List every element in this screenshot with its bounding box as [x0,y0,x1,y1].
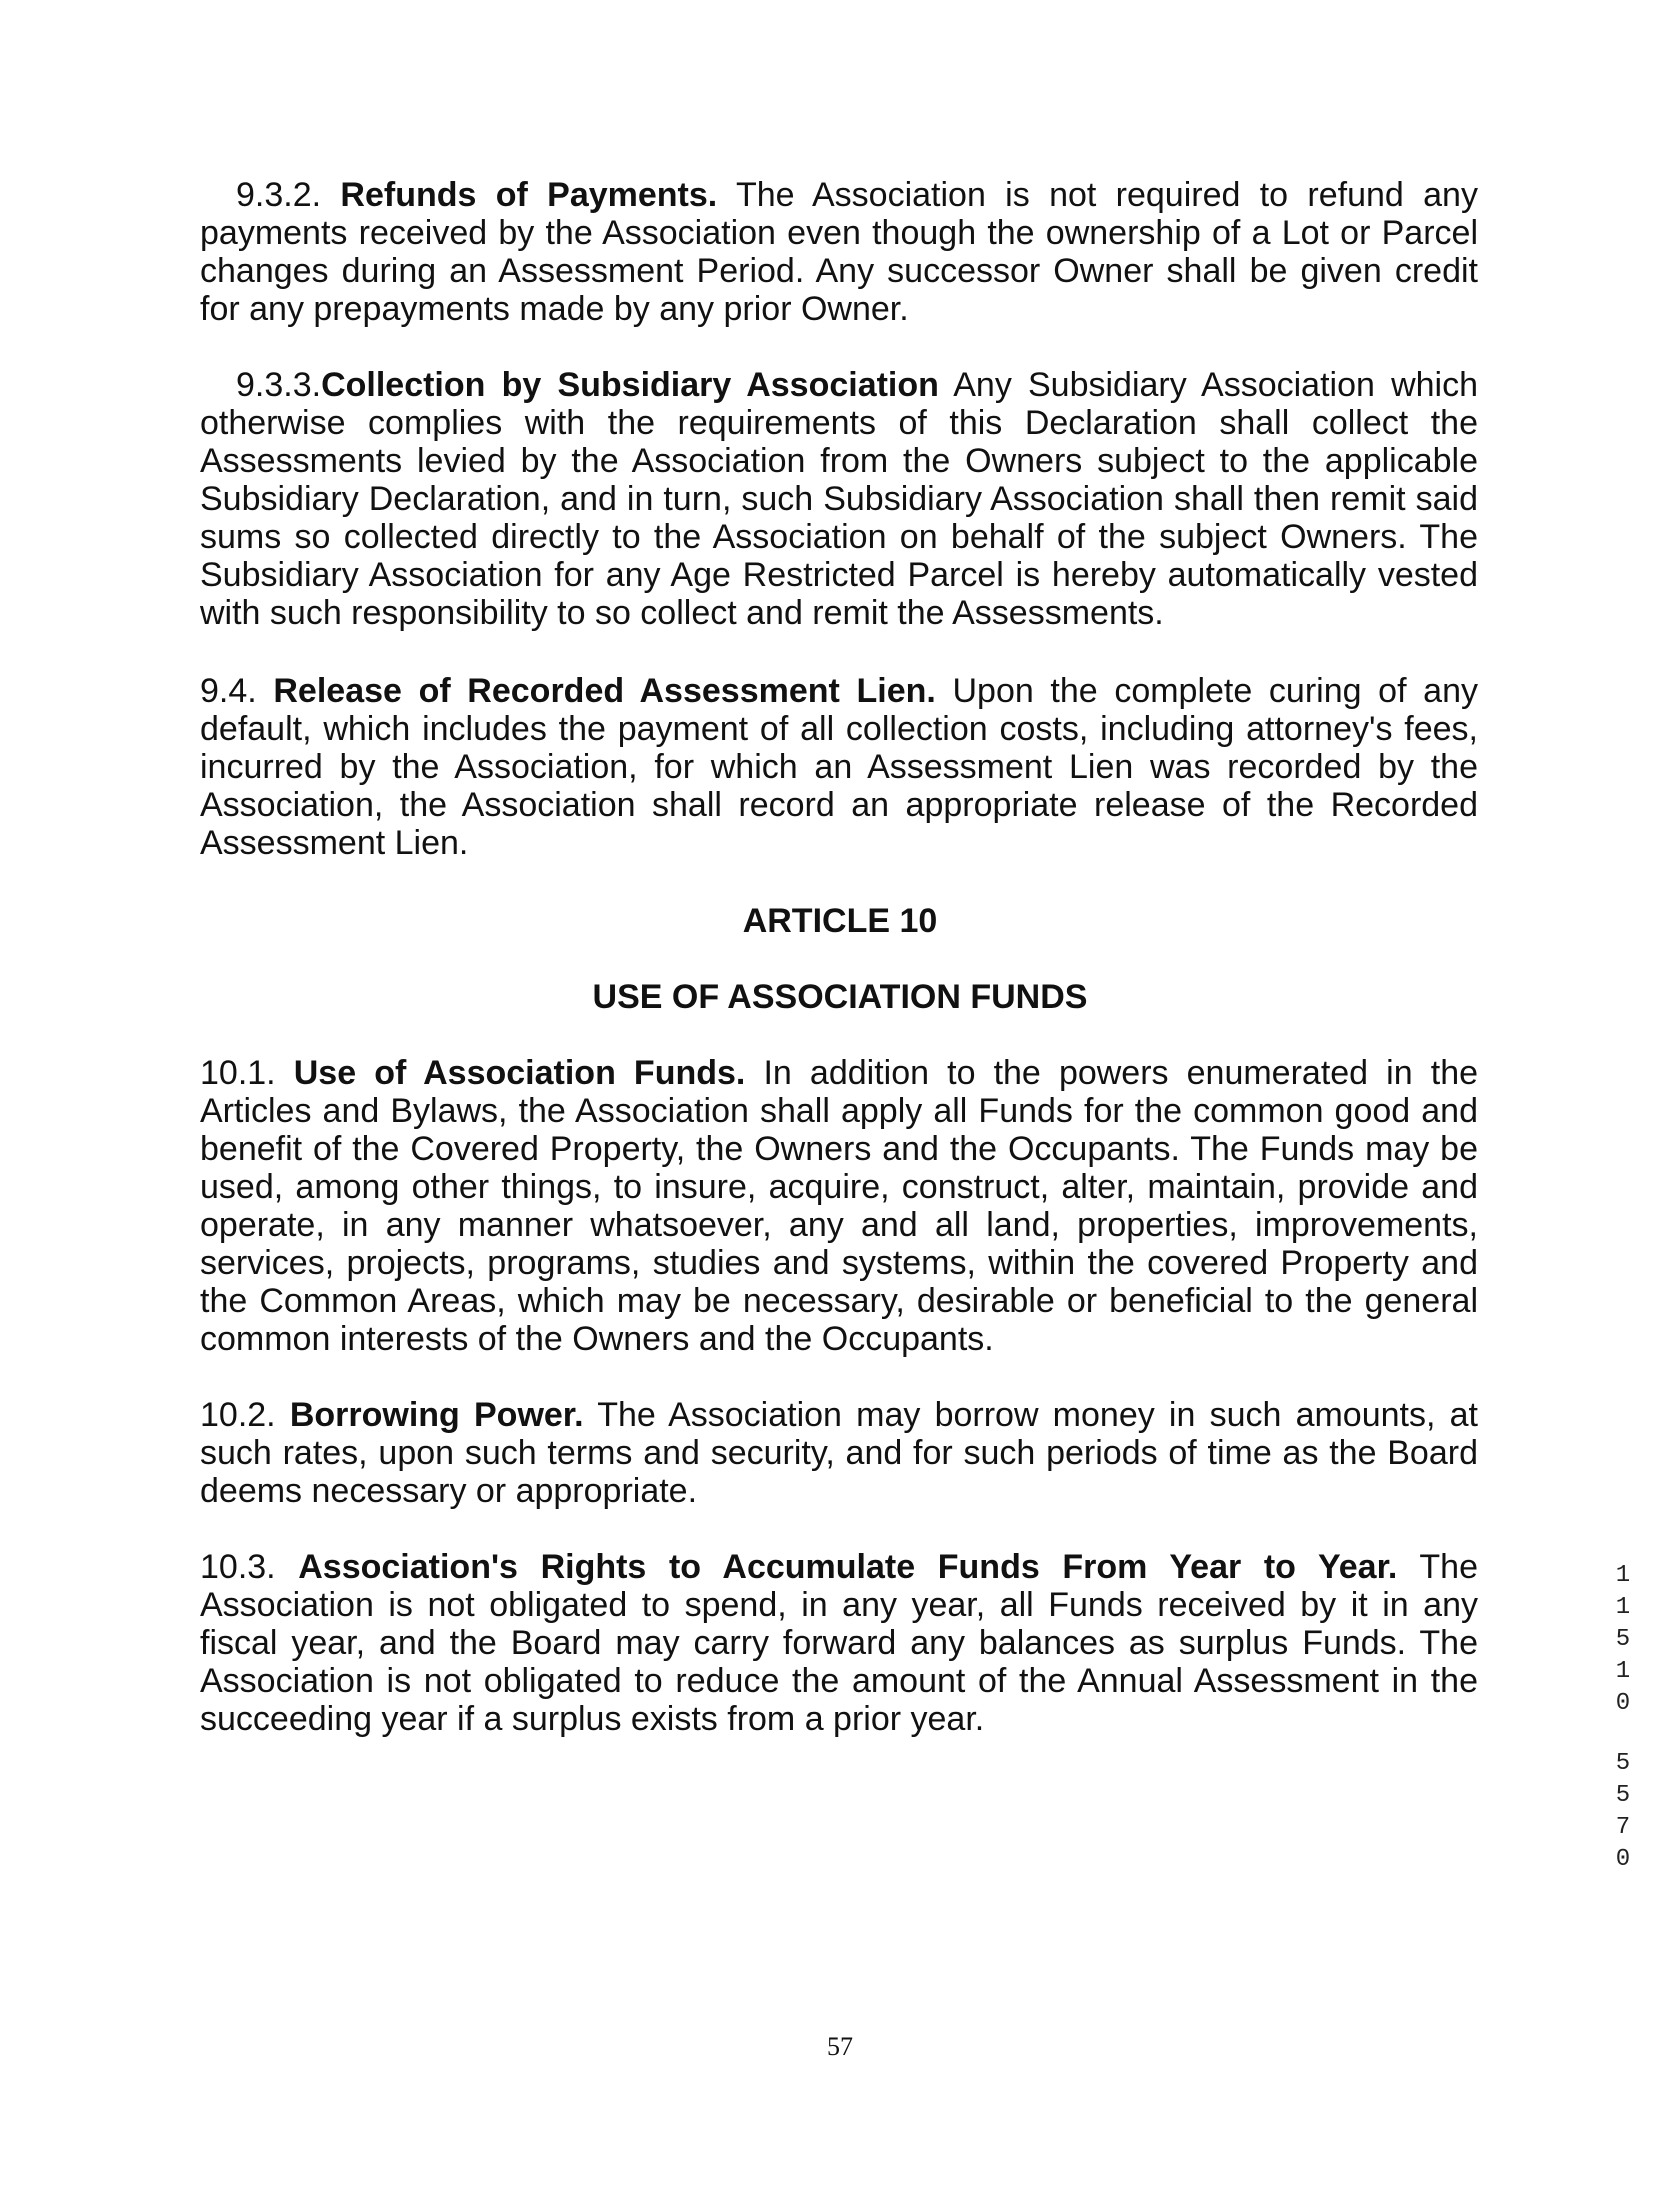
article-title: USE OF ASSOCIATION FUNDS [592,978,1088,1016]
stamp-digit: 1 [1615,1594,1631,1621]
section-number: 10.3. [200,1548,276,1586]
section-text: The Association is not obligated to spend, in any year, all Funds received by it in any fiscal year, and the Board may carry forward any balances as surplus Funds. The Association is not obligated to reduce the amount of the Annual Assessment in the succeeding year if a surplus exists from a prior year. [200,1548,1478,1738]
section-title: Association's Rights to Accumulate Funds From Year to Year. [298,1548,1398,1586]
stamp-digit: 5 [1615,1626,1631,1653]
stamp-digit: 5 [1615,1750,1631,1777]
section-number: 10.1. [200,1054,276,1092]
margin-stamp [1608,1560,1638,1876]
section-9-3-3 [200,366,1478,632]
stamp-digit: 1 [1615,1562,1631,1589]
stamp-digit: 1 [1615,1658,1631,1685]
section-10-3 [200,1548,1478,1738]
section-9-4 [200,672,1478,862]
section-text: The Association is not required to refund any payments received by the Association even though the ownership of a Lot or Parcel changes during an Assessment Period. Any successor Owner shall be given credit for any prepayments made by any prior Owner. [200,176,1478,328]
section-text: In addition to the powers enumerated in the Articles and Bylaws, the Association shall apply all Funds for the common good and benefit of the Covered Property, the Owners and the Occupants. The Funds may be used, among other things, to insure, acquire, construct, alter, maintain, provide and operate, in any manner whatsoever, any and all land, properties, improvements, services, projects, programs, studies and systems, within the covered Property and the Common Areas, which may be necessary, desirable or beneficial to the general common interests of the Owners and the Occupants. [200,1054,1479,1358]
section-text: Any Subsidiary Association which otherwise complies with the requirements of this Declaration shall collect the Assessments levied by the Association from the Owners subject to the applicable Subsidiary Declaration, and in turn, such Subsidiary Association shall then remit said sums so collected directly to the Association on behalf of the subject Owners. The Subsidiary Association for any Age Restricted Parcel is hereby automatically vested with such responsibility to so collect and remit the Assessments. [200,366,1479,632]
section-title: Release of Recorded Assessment Lien. [273,672,936,710]
article-label: ARTICLE 10 [742,902,938,940]
section-text: The Association may borrow money in such amounts, at such rates, upon such terms and security, and for such periods of time as the Board deems necessary or appropriate. [200,1396,1478,1510]
section-10-1 [200,1054,1478,1358]
section-title: Borrowing Power. [289,1396,584,1434]
section-title: Use of Association Funds. [293,1054,746,1092]
stamp-digit: 0 [1615,1846,1631,1873]
stamp-digit: 0 [1615,1690,1631,1717]
section-title: Collection by Subsidiary Association [321,366,939,404]
section-10-2 [200,1396,1478,1510]
section-number: 9.3.2. [236,176,322,214]
section-9-3-2 [200,176,1478,328]
section-number: 9.3.3. [236,366,322,404]
section-number: 9.4. [200,672,257,710]
section-number: 10.2. [200,1396,276,1434]
section-text: Upon the complete curing of any default, which includes the payment of all collection costs, including attorney's fees, incurred by the Association, for which an Assessment Lien was recorded by the Association, the Association shall record an appropriate release of the Recorded Assessment Lien. [200,672,1478,862]
page-number: 57 [827,2032,853,2061]
stamp-digit: 5 [1615,1782,1631,1809]
section-title: Refunds of Payments. [340,176,718,214]
stamp-digit: 7 [1615,1814,1631,1841]
